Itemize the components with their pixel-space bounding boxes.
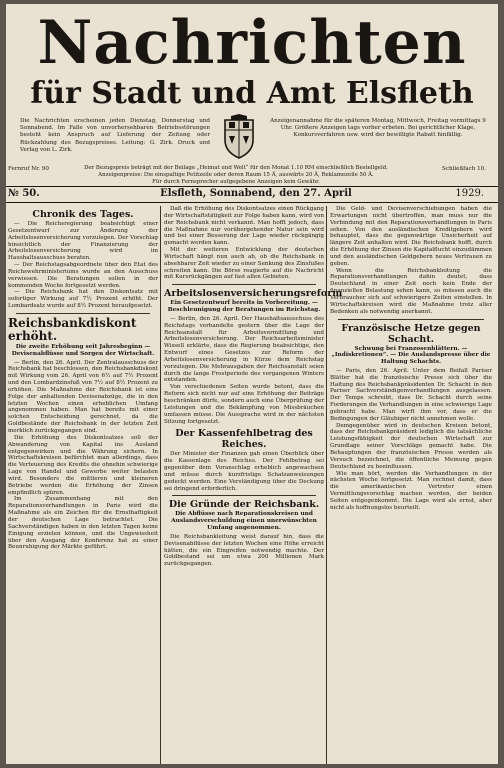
article-paragraph: Wie man hört, werden die Verhandlungen in der nächsten Woche fortgesetzt. Man rechnet damit, dass die amerikanischen Vertreter einen Vermittlungsvorschlag machen werden, der beiden Seiten entgegenkommt. Die Lage wird als ernst, aber nicht als hoffnungslos beurteilt. [330, 470, 492, 511]
pricing-info [66, 165, 406, 186]
po-box: Schließfach 10. [441, 166, 486, 172]
phone-number: Fernruf Nr. 90 [8, 166, 49, 172]
ad-price: Anzeigenpreise: Die einspaltige Petitzeile oder deren Raum 15 Ä, auswärts 20 Ä, Reklamezeile 50 Ä. [98, 172, 374, 178]
column-divider [160, 206, 161, 764]
publication-notice: Die Nachrichten erscheinen jeden Dienstag, Donnerstag und Sonnabend. Im Falle von unvorhersehbaren Betriebsstörungen besteht kein Anspruch auf Lieferung der Zeitung oder Rückzahlung des Bezugspreises. Leitung: G. Zirk. Druck und Verlag von L. Zirk. [20, 118, 210, 153]
article-paragraph: — Die Reichsregierung beabsichtigt einer Gesetzentwurf zur Änderung der Arbeitslosenversicherung vorzulegen. Der Vorschlag hinsichtlich der Finanzierung der Arbeitslosenversicherung wird im Haushaltsausschuss beraten. [8, 221, 158, 262]
article-heading: Der Kassenfehlbetrag des Reiches. [175, 428, 313, 451]
separator [16, 313, 150, 314]
masthead [6, 4, 498, 172]
article-paragraph: Der Minister der Finanzen gab einen Überblick über die Kassenlage des Reiches. Der Fehlbetrag sei gegenüber dem Voranschlag erheblich angewachsen und müsse durch kurzfristige Schatzanweisungen gedeckt werden. Eine Verständigung über die Deckung sei dringend erforderlich. [164, 451, 324, 492]
newspaper-subtitle: für Stadt und Amt Elsfleth [30, 76, 474, 111]
separator [338, 319, 484, 320]
coat-of-arms-icon [219, 114, 259, 160]
article-paragraph: Von verschiedenen Seiten wurde betont, dass die Reform sich nicht nur auf eine Erhöhung der Beiträge beschränken dürfe, sondern auch eine Überprüfung der Leistungen und die Bekämpfung von Missbräuchen umfassen müsse. Die Aussprache wird in der nächsten Sitzung fortgesetzt. [164, 384, 324, 425]
article-paragraph: Im Zusammenhang mit den Reparationsverhandlungen in Paris wird die Maßnahme als ein Zeichen für die Ernsthaftigkeit der deutschen Lage betrachtet. Die Sachverständigen haben in den letzten Tagen keine Einigung erzielen können, und die Ungewissheit über den Ausgang der Konferenz hat zu einer Beunruhigung der Märkte geführt. [8, 496, 158, 551]
article-paragraph: Demgegenüber wird in deutschen Kreisen betont, dass der Reichsbankpräsident lediglich die tatsächliche Leistungsfähigkeit der deutschen Wirtschaft zur Grundlage seiner Vorschläge gemacht habe. Die Behauptungen der französischen Presse werden als Versuch bezeichnet, die öffentliche Meinung gegen Deutschland zu beeinflussen. [330, 422, 492, 470]
article-paragraph: — Berlin, den 26. April. Der Zentralausschuss der Reichsbank hat beschlossen, den Reichsbankdiskont mit Wirkung vom 26. April von 6½ auf 7½ Prozent und den Lombardzinsfuß von 7½ auf 8½ Prozent zu erhöhen. Die Maßnahme der Reichsbank ist eine Folge der anhaltenden Devisenabzüge, die in den letzten Wochen einen erheblichen Umfang angenommen haben. Man hat bereits mit einer solchen Entscheidung gerechnet, da die Goldbestände der Reichsbank in der letzten Zeit merklich zurückgegangen sind. [8, 359, 158, 434]
advertising-notice: Anzeigenannahme für die späteren Montag, Mittwoch, Freitag vormittags 9 Uhr. Größere Anzeigen tags vorher erbeten. Bei gerichtlicher Klage, Konkursverfahren usw. wird der bewilligte Rabatt hinfällig. [270, 118, 486, 139]
separator [172, 284, 316, 285]
column-3 [330, 206, 492, 764]
article-heading: Reichsbankdiskont erhöht. [8, 315, 137, 343]
column-1 [8, 206, 158, 764]
article-paragraph: Daß die Erhöhung des Diskontsatzes einen Rückgang der Wirtschaftstätigkeit zur Folge haben kann, wird von der Reichsbank nicht verkannt. Man hofft jedoch, dass die Maßnahme nur vorübergehender Natur sein wird und bei einer Besserung der Lage wieder rückgängig gemacht werden kann. [164, 206, 324, 247]
article-subheading: Die Abflüsse nach Reparationskreisen und Auslandsverschuldung einen unerwünschten Umfang angenommen. [171, 511, 317, 532]
article-heading: Die Gründe der Reichsbank. [168, 499, 320, 511]
article-subheading: Die zweite Erhöhung seit Jahresbeginn — Devisenabflüsse und Sorgen der Wirtschaft. [11, 343, 155, 357]
article-heading: Französische Hetze gegen Schacht. [341, 322, 481, 345]
article-columns [6, 206, 498, 764]
subscription-info [6, 165, 498, 187]
article-heading: Arbeitslosenversicherungsreform [164, 288, 343, 300]
newspaper-title: Nachrichten [37, 8, 467, 78]
article-paragraph: Wenn die Reichsbankleitung die Reparationsverhandlungen dahin deutet, dass Deutschland in einer Zeit noch kein Ende der finanziellen Belastung sehen kann, so müssen auch die Verbraucher sich auf schwierigere Zeiten einstellen. In Wirtschaftskreisen wird die Maßnahme trotz aller Bedenken als notwendig anerkannt. [330, 267, 492, 315]
separator [172, 495, 316, 496]
article-paragraph: Die Reichsbankleitung weist darauf hin, dass die Devisenabflüsse der letzten Wochen eine Höhe erreicht hätten, die ein Eingreifen notwendig machte. Der Goldbestand sei um etwa 200 Millionen Mark zurückgegangen. [164, 533, 324, 568]
column-2 [164, 206, 343, 764]
newspaper-page [6, 4, 498, 764]
article-paragraph: Mit der weiteren Entwicklung der deutschen Wirtschaft hängt nun auch ab, ob die Reichsbank in absehbarer Zeit wieder zu einer Senkung des Zinsfußes schreiten kann. Die Börse reagierte auf die Nachricht mit Kursrückgängen auf fast allen Gebieten. [164, 247, 324, 281]
article-paragraph: Die Geld- und Devisenverschiebungen haben die Erwartungen nicht übertroffen, man muss nur die Verbindung mit den Reparationsverhandlungen in Paris sehen. Von den ausländischen Kreditgebern wird behauptet, dass die gegenwärtige Unsicherheit auf längere Zeit anhalten wird. Die Reichsbank hofft, durch die Erhöhung der Zinsen die Kapitalflucht einzudämmen und den ausländischen Geldgebern neues Vertrauen zu geben. [330, 206, 492, 267]
article-paragraph: Die Erhöhung des Diskontsatzes soll der Abwanderung von Kapital ins Ausland entgegenwirken und die Währung sichern. In Wirtschaftskreisen befürchtet man allerdings, dass die Verteuerung des Kredits die ohnehin schwierige Lage von Handel und Gewerbe weiter belasten wird. Besonders die mittleren und kleineren Betriebe werden die Erhöhung der Zinsen empfindlich spüren. [8, 434, 158, 496]
dateline [6, 186, 498, 203]
article-paragraph: — Berlin, den 26. April. Der Haushaltsausschuss des Reichstags verhandelte gestern über die Lage der Reichsanstalt für Arbeitsvermittlung und Arbeitslosenversicherung. Der Reichsarbeitsminister Wissell erklärte, dass die Regierung beabsichtige, den Entwurf eines Gesetzes zur Reform der Arbeitslosenversicherung in Kürze dem Reichstag vorzulegen. Die Mehrausgaben der Reichsanstalt seien durch die lange Frostperiode des vergangenen Winters entstanden. [164, 315, 324, 384]
article-paragraph: — Der Reichstagsabgeordnete über den Etat des Reichswehrministeriums wurde an den Ausschuss verwiesen. Die Beratungen sollen in der kommenden Woche fortgesetzt werden. [8, 262, 158, 289]
article-heading: Chronik des Tages. [32, 209, 134, 220]
place-date: Elsfleth, Sonnabend, den 27. April [160, 188, 352, 199]
subscription-price: Der Bezugspreis beträgt mit der Beilage „Heimat und Welt“ für den Monat 1.10 RM einschließlich Bestellgeld. [84, 165, 388, 171]
year: 1929. [455, 188, 484, 199]
article-paragraph: — Paris, den 26. April. Unter dem Beifall Pariser Blätter hat die französische Presse sich über die Haltung des Reichsbankpräsidenten Dr. Schacht in den Pariser Sachverständigenverhandlungen ausgelassen. Der Temps schreibt, dass Dr. Schacht durch seine Forderungen die Verhandlungen in eine schwierige Lage gebracht habe. Man wirft ihm vor, dass er die Bedingungen der Gläubiger nicht annehmen wolle. [330, 367, 492, 422]
article-subheading: Ein Gesetzentwurf bereits in Vorbereitung. — Beschleunigung der Beratungen im Reichstag. [167, 300, 321, 314]
article-subheading: Schwung bei Franzosenblättern. — „Indiskretionen“. — Die Auslandspresse über die Haltung Schachts. [331, 345, 491, 366]
article-paragraph: — Die Reichsbank hat den Diskontsatz mit sofortiger Wirkung auf 7½ Prozent erhöht. Der Lombardsatz wurde auf 8½ Prozent heraufgesetzt. [8, 289, 158, 310]
issue-number: № 50. [8, 188, 40, 199]
phone-ads-note: Für durch Fernsprecher aufgegebene Anzeigen kein Gewähr. [152, 179, 320, 185]
